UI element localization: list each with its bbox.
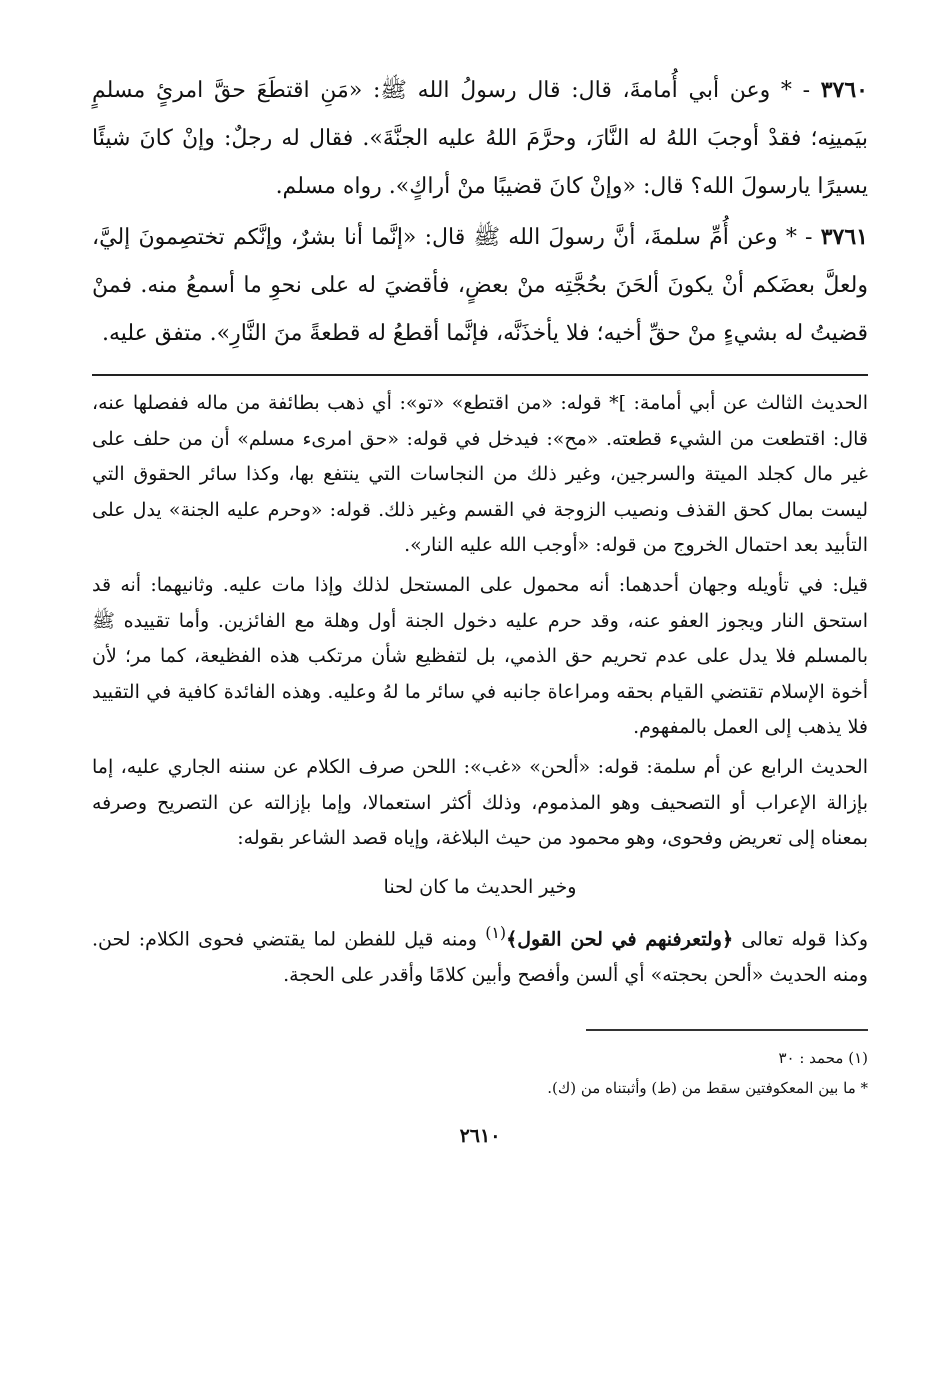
page-number: ٢٦١٠ <box>459 1125 501 1148</box>
commentary-paragraph-2: قيل: في تأويله وجهان أحدهما: أنه محمول على المستحل لذلك وإذا مات عليه. وثانيهما: أنه قد استحق النار ويجوز العفو عنه، وقد حرم عليه دخول الجنة أول وهلة مع الفائزين. وأما تقييده ﷺ بالمسلم فلا يدل على عدم تحريم حق الذمي، بل لتفظيع شأن مرتكب هذه الفظيعة، كما مر؛ لأن أخوة الإسلام تقتضي القيام بحقه ومراعاة جانبه في سائر ما لهُ وعليه. وهذه الفائدة كافية في التقييد فلا يذهب إلى العمل بالمفهوم. <box>92 573 868 739</box>
commentary-text: ومنه قيل للفطن لما يقتضي فحوى الكلام: لحن. ومنه الحديث «ألحن بحجته» أي ألسن وأفصح وأبين كلامًا وأقدر على الحجة. <box>92 928 868 986</box>
hadith-3761 <box>92 213 868 358</box>
quran-quote: ﴿ولتعرفنهم في لحن القول﴾ <box>506 928 734 951</box>
footnote-ref: (١) <box>485 922 507 942</box>
commentary-paragraph-4 <box>92 915 868 994</box>
hadith-text: - * وعن أُمِّ سلمةَ، أنَّ رسولَ الله ﷺ قال: «إنَّما أنا بشرٌ، وإنَّكم تختصِمونَ إليَّ، ولعلَّ بعضَكم أنْ يكونَ ألحَنَ بحُجَّتِه منْ بعضٍ، فأقضيَ له على نحوِ ما أسمعُ منه. فمنْ قضيتُ له بشيءٍ منْ حقِّ أخيه؛ فلا يأخذَنَّه، فإنَّما أقطعُ له قطعةً منَ النَّارِ». متفق عليه. <box>92 225 868 346</box>
page-body <box>92 66 868 1366</box>
hadith-text: - * وعن أبي أُمامةَ، قال: قال رسولُ الله ﷺ: «مَنِ اقتطَعَ حقَّ امرئٍ مسلمٍ بيَمينِه؛ فقدْ أوجبَ اللهُ له النَّارَ، وحرَّمَ اللهُ عليه الجنَّةَ». فقال له رجلٌ: وإنْ كانَ شيئًا يسيرًا يارسولَ الله؟ قال: «وإنْ كانَ قضيبًا منْ أراكٍ». رواه مسلم. <box>92 78 868 199</box>
hadith-number: ٣٧٦٠ <box>820 77 868 103</box>
footnote-divider <box>586 1029 868 1031</box>
footnote-2: * ما بين المعكوفتين سقط من (ط) وأثبتناه من (ك). <box>547 1079 868 1098</box>
hadith-3760 <box>92 66 868 211</box>
hadith-number: ٣٧٦١ <box>820 224 868 250</box>
commentary-paragraph-1: الحديث الثالث عن أبي أمامة: ]* قوله: «من اقتطع» «تو»: أي ذهب بطائفة من ماله ففصلها عنه، قال: اقتطعت من الشيء قطعته. «مح»: فيدخل في قوله: «حق امرىء مسلم» أن من حلف على غير مال كجلد الميتة والسرجين، وغير ذلك من النجاسات التي ينتفع بها، وكذا سائر الحقوق التي ليست بمال كحق القذف ونصيب الزوجة في القسم وغير ذلك. قوله: «وحرم عليه الجنة» يدل على التأبيد بعد احتمال الخروج من قوله: «أوجب الله عليه النار». <box>92 392 868 557</box>
poetry-verse: وخير الحديث ما كان لحنا <box>383 875 577 898</box>
section-divider <box>92 374 868 376</box>
commentary-text: وكذا قوله تعالى <box>733 928 868 951</box>
commentary-paragraph-3: الحديث الرابع عن أم سلمة: قوله: «ألحن» «غب»: اللحن صرف الكلام عن سننه الجاري عليه، إما بإزالة الإعراب أو التصحيف وهو المذموم، وذلك أكثر استعمالا، وإما بإزالته عن التصريح وصرفه بمعناه إلى تعريض وفحوى، وهو محمود من حيث البلاغة، وإياه قصد الشاعر بقوله: <box>92 755 868 850</box>
footnote-1: (١) محمد : ٣٠ <box>778 1049 868 1068</box>
